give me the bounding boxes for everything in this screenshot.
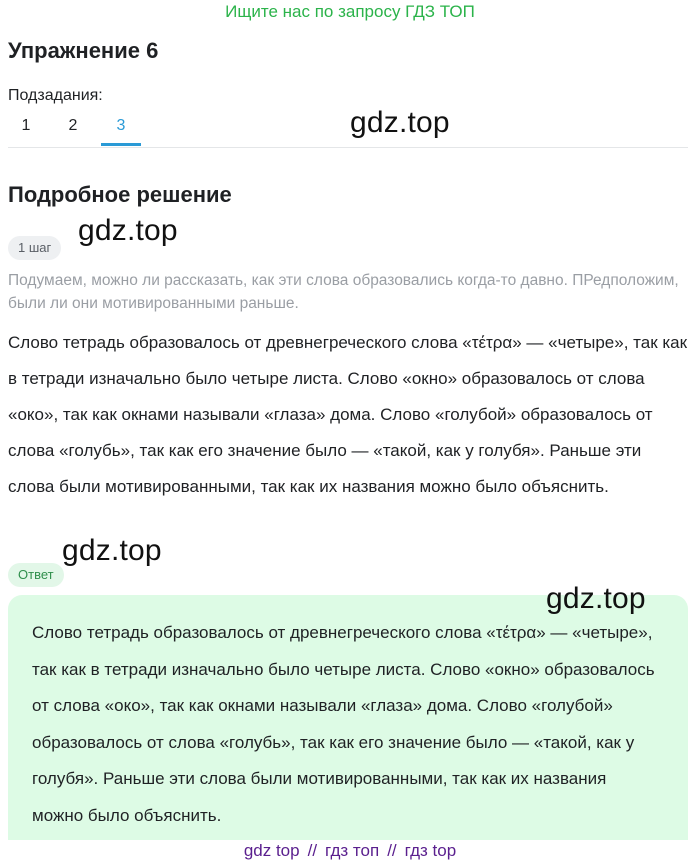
answer-box [8,595,688,840]
answer-text: Слово тетрадь образовалось от древнегреческого слова «τέτρα» — «четыре», так как в тетради изначально было четыре листа. Слово «окно» образовалось от слова «око», так как окнами называли «глаза» дома. Слово «голубой» образовалось от слова «голубь», так как его значение было — «такой, как у голубя». Раньше эти слова были мотивированными, так как их названия можно было объяснить. [32,623,655,825]
watermark: gdz.top [78,214,178,247]
top-banner[interactable]: Ищите нас по запросу ГДЗ ТОП [225,2,475,21]
tabs-divider [8,147,688,148]
subtask-tab-1[interactable]: 1 [21,117,31,134]
footer-links [0,840,700,862]
solution-text: Слово тетрадь образовалось от древнегреческого слова «τέτρα» — «четыре», так как в тетради изначально было четыре листа. Слово «окно» образовалось от слова «око», так как окнами называли «глаза» дома. Слово «голубой» образовалось от слова «голубь», так как его значение было — «такой, как у голубя». Раньше эти слова были мотивированными, так как их названия можно было объяснить. [8,333,688,496]
subtasks-label: Подзадания: [8,87,103,104]
subtask-tabs [0,112,690,148]
footer-separator: // [387,841,397,860]
page-title: Упражнение 6 [8,38,159,63]
watermark: gdz.top [546,582,646,615]
subtask-tab-3[interactable]: 3 [101,112,141,146]
step-badge: 1 шаг [8,236,61,260]
watermark: gdz.top [350,106,450,139]
footer-link-gdz-top-mixed[interactable]: гдз top [404,841,457,860]
answer-badge: Ответ [8,563,64,587]
footer-link-gdz-top[interactable]: gdz top [243,841,300,860]
footer-link-gdz-top-ru[interactable]: гдз топ [325,841,380,860]
watermark: gdz.top [62,534,162,567]
section-title: Подробное решение [8,182,232,207]
hint-text: Подумаем, можно ли рассказать, как эти слова образовались когда-то давно. ПРедположим, были ли они мотивированными раньше. [8,272,679,312]
footer-separator: // [307,841,318,860]
subtask-tab-2[interactable]: 2 [68,117,78,134]
